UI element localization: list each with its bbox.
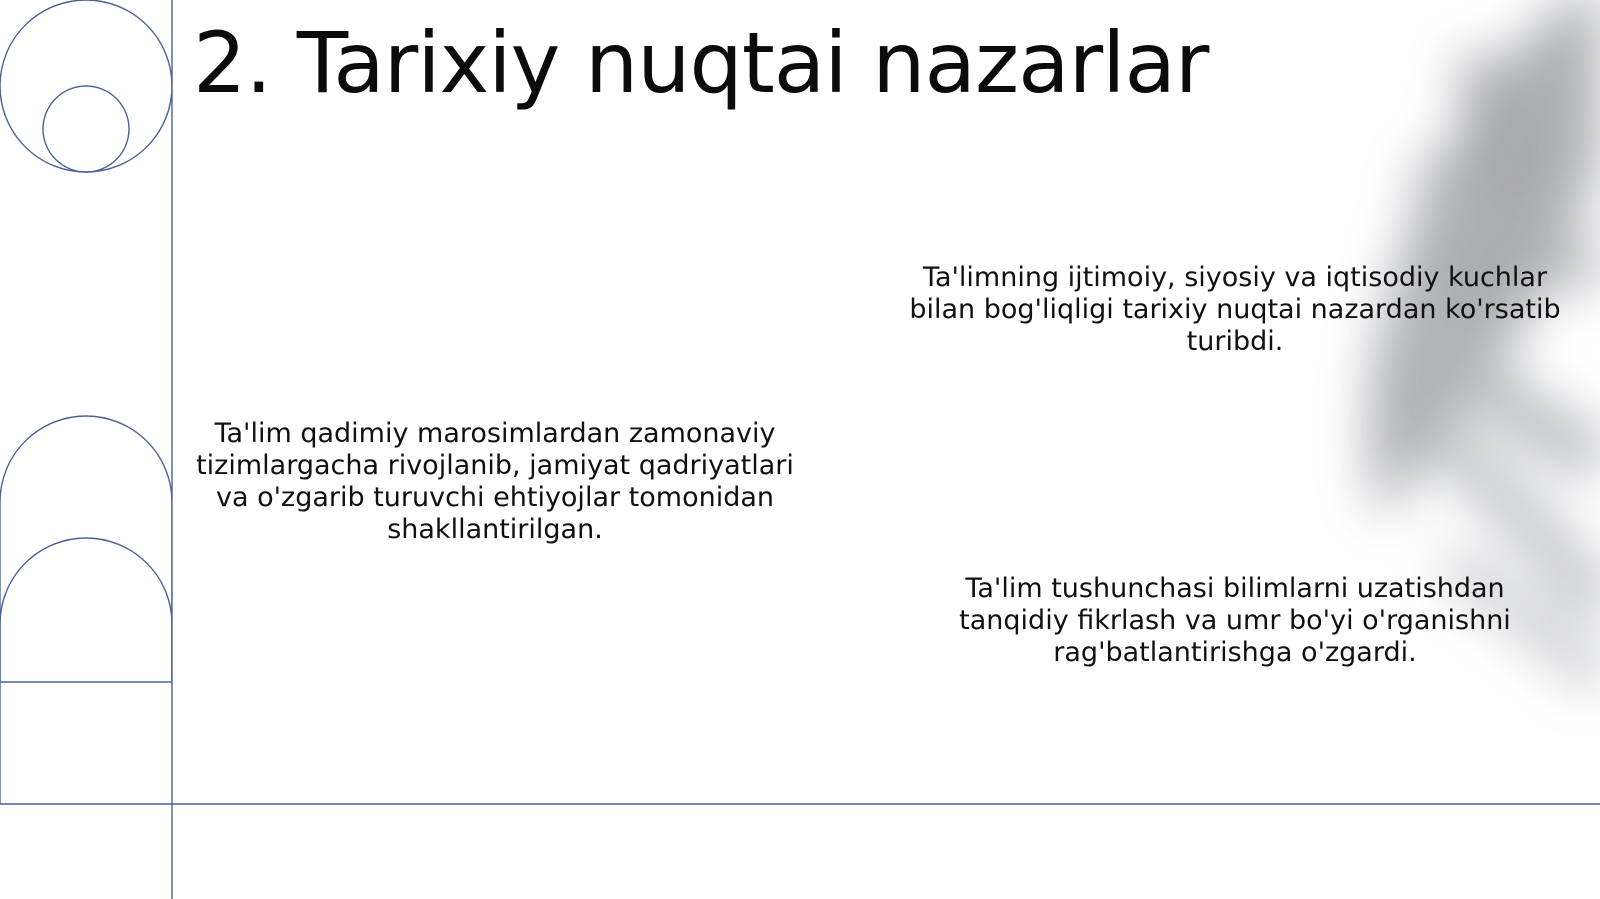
lower-arch-icon	[0, 538, 172, 682]
text-block-critical-thinking: Ta'lim tushunchasi bilimlarni uzatishdan tanqidiy fikrlash va umr bo'yi o'rganishni rag'batlantirishga o'zgardi.	[959, 573, 1511, 668]
small-circle-icon	[43, 86, 129, 172]
page-title: 2. Tarixiy nuqtai nazarlar	[193, 14, 1209, 112]
upper-arch-icon	[0, 416, 172, 682]
text-block-social-forces: Ta'limning ijtimoiy, siyosiy va iqtisodiy kuchlar bilan bog'liqligi tarixiy nuqtai nazardan ko'rsatib turibdi.	[909, 262, 1561, 357]
text-block-ancient-to-modern: Ta'lim qadimiy marosimlardan zamonaviy tizimlargacha rivojlanib, jamiyat qadriyatlari va o'zgarib turuvchi ehtiyojlar tomonidan shakllantirilgan.	[196, 418, 794, 545]
